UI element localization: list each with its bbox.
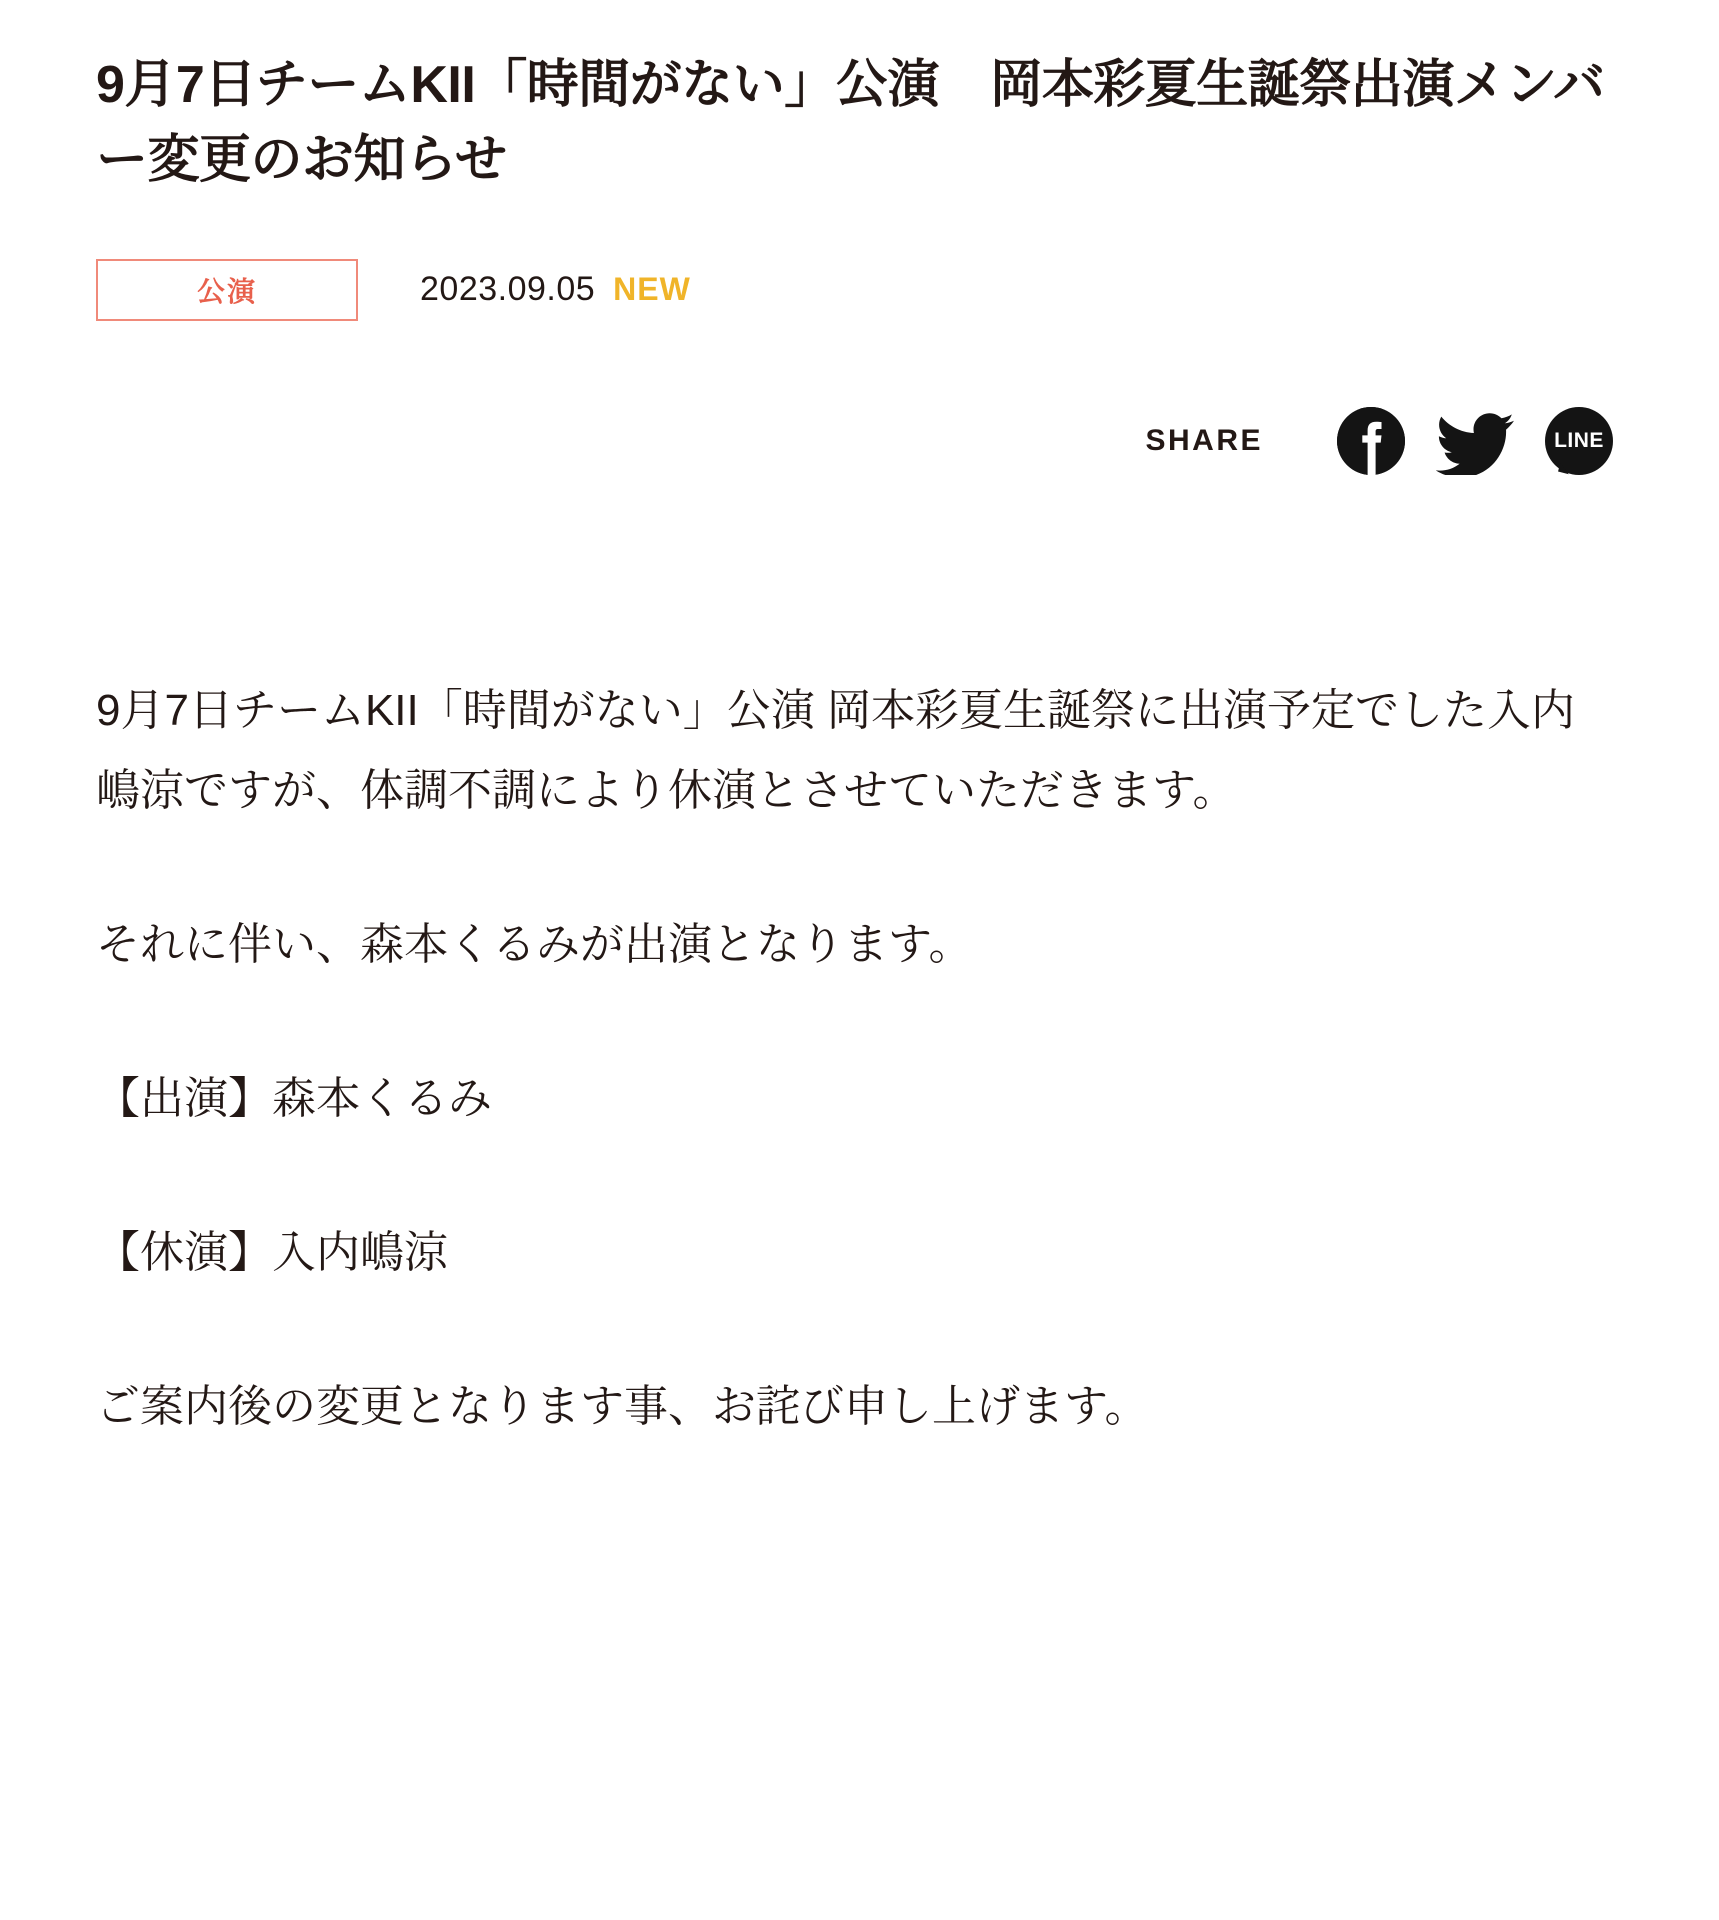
- article-paragraph: ご案内後の変更となります事、お詫び申し上げます。: [96, 1382, 1149, 1432]
- article-paragraph: それに伴い、森本くるみが出演となります。: [96, 919, 973, 969]
- twitter-icon: [1436, 407, 1514, 475]
- article-paragraph: 【出演】森本くるみ: [96, 1074, 492, 1124]
- line-bubble-tail: [1558, 463, 1571, 474]
- facebook-icon: [1337, 407, 1405, 475]
- share-bar: [96, 407, 1623, 475]
- article-paragraph: 【休演】入内嶋涼: [96, 1228, 448, 1278]
- article-meta: [96, 259, 1623, 321]
- page-title: 9月7日チームKII「時間がない」公演 岡本彩夏生誕祭出演メンバー変更のお知らせ: [96, 56, 1605, 190]
- publish-date: 2023.09.05: [420, 270, 596, 309]
- line-icon: LINE: [1554, 429, 1604, 453]
- article-body: [96, 671, 1623, 1447]
- share-label: SHARE: [1145, 423, 1263, 457]
- share-line-button[interactable]: [1545, 407, 1613, 475]
- date-group: [420, 270, 691, 309]
- share-twitter-button[interactable]: [1441, 407, 1509, 475]
- category-badge[interactable]: 公演: [96, 259, 358, 321]
- share-facebook-button[interactable]: [1337, 407, 1405, 475]
- article-paragraph: 9月7日チームKII「時間がない」公演 岡本彩夏生誕祭に出演予定でした入内嶋涼ですが、体調不調により休演とさせていただきます。: [96, 685, 1575, 815]
- new-badge: NEW: [613, 271, 691, 308]
